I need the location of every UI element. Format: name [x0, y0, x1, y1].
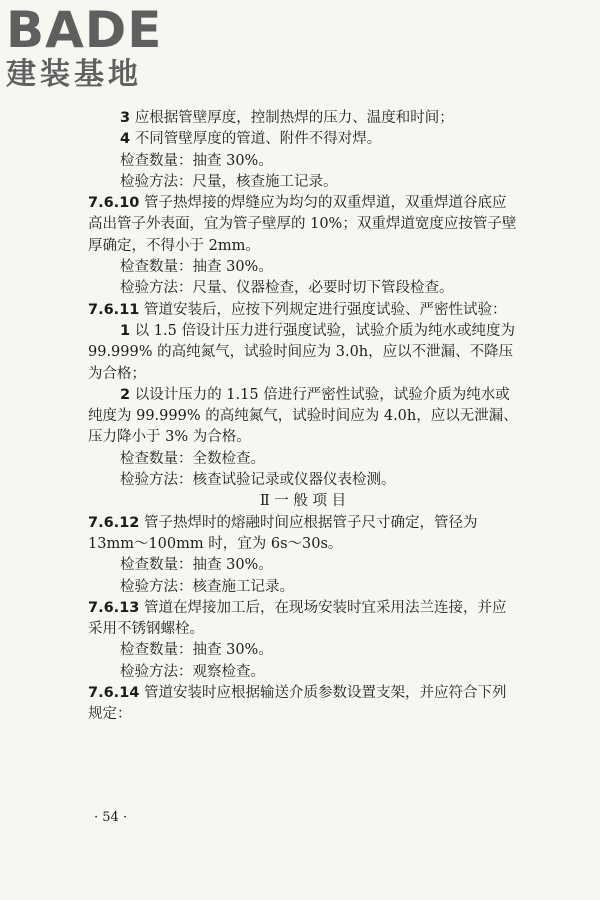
- paragraph: [88, 577, 518, 598]
- clause: [88, 300, 518, 321]
- paragraph: [88, 449, 518, 470]
- paragraph-text: 管道在焊接加工后，在现场安装时宜采用法兰连接，并应采用不锈钢螺栓。: [88, 599, 507, 638]
- paragraph: [88, 321, 518, 385]
- paragraph: [88, 257, 518, 278]
- paragraph-text: 以设计压力的 1.15 倍进行严密性试验，试验介质为纯水或纯度为 99.999% 的高纯氮气，试验时间应为 4.0h，应以无泄漏、压力降小于 3% 为合格。: [88, 386, 518, 446]
- paragraph: [88, 640, 518, 661]
- clause: [88, 193, 518, 257]
- paragraph-text: 管子热焊接的焊缝应为均匀的双重焊道，双重焊道谷底应高出管子外表面，宜为管子壁厚的 10%；双重焊道宽度应按管子壁厚确定，不得小于 2mm。: [88, 195, 517, 254]
- clause-number: 7.6.11: [88, 301, 140, 318]
- paragraph-text: 检查数量：抽查 30%。: [120, 557, 273, 574]
- clause-number: 4: [120, 131, 131, 148]
- paragraph-text: 检查数量：全数检查。: [120, 450, 265, 467]
- paragraph-text: 管道安装后，应按下列规定进行强度试验、严密性试验：: [139, 301, 507, 318]
- paragraph: [88, 129, 518, 150]
- clause: [88, 683, 518, 726]
- clause-number: 7.6.12: [88, 514, 140, 531]
- section-heading: [88, 491, 518, 512]
- paragraph-text: 不同管壁厚度的管道、附件不得对焊。: [130, 131, 382, 148]
- clause-number: 1: [120, 322, 131, 339]
- paragraph-text: 检验方法：核查施工记录。: [120, 578, 294, 595]
- paragraph-text: 检验方法：核查试验记录或仪器仪表检测。: [120, 472, 396, 489]
- paragraph-text: 管道安装时应根据输送介质参数设置支架，并应符合下列规定：: [88, 685, 507, 723]
- paragraph-text: 检查数量：抽查 30%。: [120, 642, 273, 659]
- paragraph-text: 以 1.5 倍设计压力进行强度试验，试验介质为纯水或纯度为 99.999% 的高纯氮气，试验时间应为 3.0h，应以不泄漏、不降压为合格；: [88, 322, 515, 382]
- clause: [88, 598, 518, 641]
- paragraph: [88, 278, 518, 299]
- paragraph: [88, 555, 518, 576]
- paragraph-text: 应根据管壁厚度，控制热焊的压力、温度和时间；: [130, 110, 454, 126]
- paragraph-text: 管子热焊时的熔融时间应根据管子尺寸确定，管径为 13mm～100mm 时，宜为 6s～30s。: [88, 514, 478, 552]
- clause-number: 7.6.10: [88, 195, 140, 212]
- clause-number: 2: [120, 386, 131, 403]
- paragraph-text: 检验方法：尺量、仪器检查，必要时切下管段检查。: [120, 280, 454, 297]
- paragraph: [88, 470, 518, 491]
- clause: [88, 513, 518, 556]
- paragraph-text: 检查数量：抽查 30%。: [120, 259, 273, 276]
- logo-text-cn: 建装基地: [6, 57, 142, 92]
- page-number: · 54 ·: [94, 810, 128, 825]
- logo-text-en: BADE: [6, 1, 163, 59]
- clause-number: 7.6.13: [88, 599, 140, 616]
- paragraph: [88, 172, 518, 193]
- clause-number: 3: [120, 110, 131, 126]
- logo: [6, 1, 186, 92]
- paragraph-text: 检查数量：抽查 30%。: [120, 152, 273, 169]
- paragraph-text: 检验方法：观察检查。: [120, 663, 265, 680]
- paragraph: [88, 385, 518, 449]
- paragraph: [88, 662, 518, 683]
- paragraph: [88, 151, 518, 172]
- paragraph-text: Ⅱ 一 般 项 目: [259, 493, 347, 510]
- document-body: [88, 108, 518, 726]
- paragraph-text: 检验方法：尺量，核查施工记录。: [120, 173, 338, 190]
- clause-number: 7.6.14: [88, 685, 140, 702]
- paragraph: [88, 108, 518, 129]
